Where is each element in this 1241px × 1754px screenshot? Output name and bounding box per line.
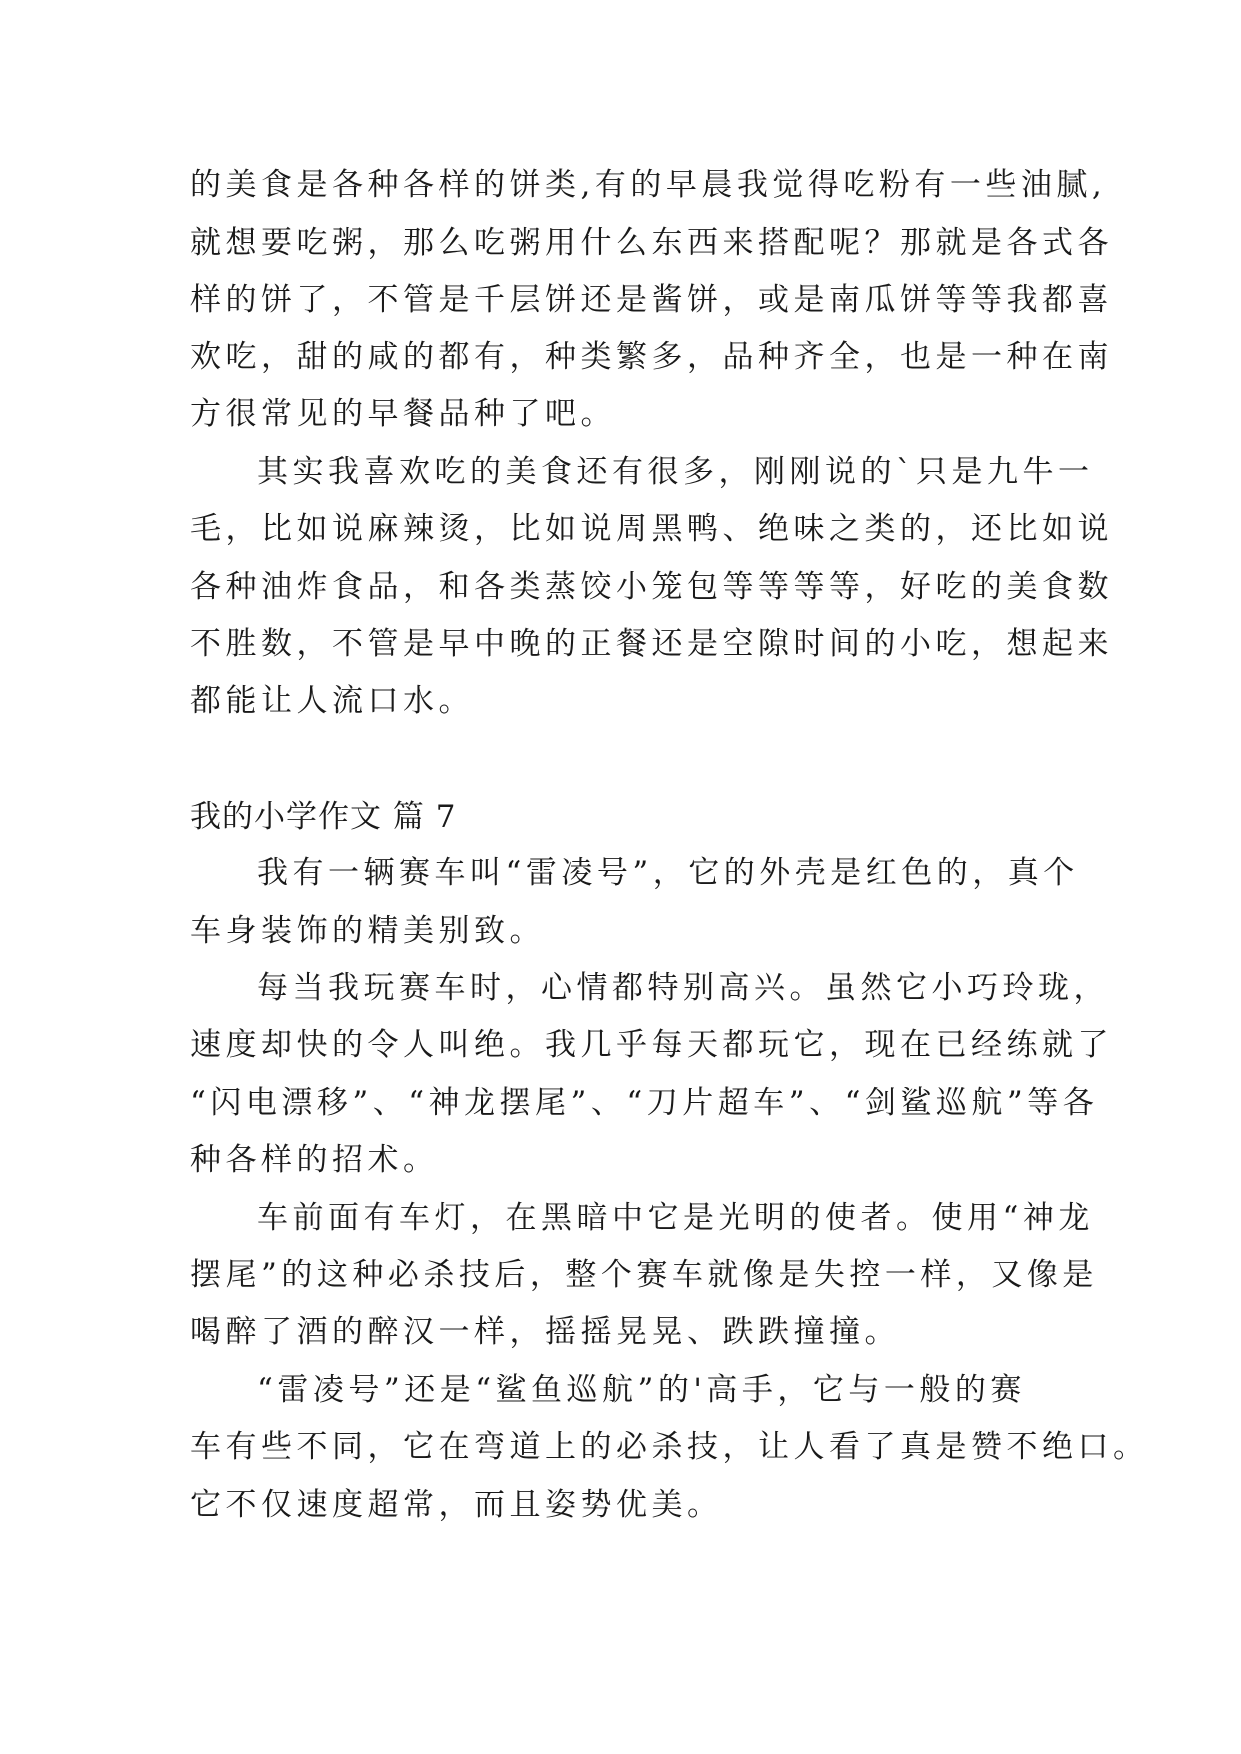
paragraph-line: “雷凌号”还是“鲨鱼巡航”的'高手，它与一般的赛 [257, 1372, 1026, 1408]
paragraph-line: 各种油炸食品，和各类蒸饺小笼包等等等等，好吃的美食数 [190, 569, 1113, 605]
paragraph-line: 喝醉了酒的醉汉一样，摇摇晃晃、跌跌撞撞。 [190, 1314, 900, 1350]
paragraph-line: 其实我喜欢吃的美食还有很多，刚刚说的`只是九牛一 [257, 454, 1094, 490]
paragraph-line: 车前面有车灯，在黑暗中它是光明的使者。使用“神龙 [257, 1200, 1094, 1236]
paragraph-line: 的美食是各种各样的饼类,有的早晨我觉得吃粉有一些油腻, [190, 167, 1107, 203]
paragraph-line: 种各样的招术。 [190, 1142, 439, 1178]
paragraph-line: 样的饼了，不管是千层饼还是酱饼，或是南瓜饼等等我都喜 [190, 282, 1113, 318]
paragraph-line: 它不仅速度超常，而且姿势优美。 [190, 1487, 723, 1523]
paragraph-line: 车身装饰的精美别致。 [190, 913, 545, 949]
paragraph-line: 速度却快的令人叫绝。我几乎每天都玩它，现在已经练就了 [190, 1027, 1113, 1063]
paragraph-line: 车有些不同，它在弯道上的必杀技，让人看了真是赞不绝口。 [190, 1429, 1149, 1465]
paragraph-line: 就想要吃粥，那么吃粥用什么东西来搭配呢？那就是各式各 [190, 225, 1113, 261]
section-heading: 我的小学作文 篇 7 [190, 799, 457, 835]
paragraph-line: “闪电漂移”、“神龙摆尾”、“刀片超车”、“剑鲨巡航”等各 [190, 1085, 1099, 1121]
paragraph-line: 我有一辆赛车叫“雷凌号”，它的外壳是红色的，真个 [257, 855, 1079, 891]
paragraph-line: 每当我玩赛车时，心情都特别高兴。虽然它小巧玲珑， [257, 970, 1109, 1006]
paragraph-line: 都能让人流口水。 [190, 683, 474, 719]
paragraph-line: 欢吃，甜的咸的都有，种类繁多，品种齐全，也是一种在南 [190, 339, 1113, 375]
paragraph-line: 方很常见的早餐品种了吧。 [190, 396, 616, 432]
paragraph-line: 不胜数，不管是早中晚的正餐还是空隙时间的小吃，想起来 [190, 626, 1113, 662]
paragraph-line: 摆尾”的这种必杀技后，整个赛车就像是失控一样，又像是 [190, 1257, 1098, 1293]
paragraph-line: 毛，比如说麻辣烫，比如说周黑鸭、绝味之类的，还比如说 [190, 511, 1113, 547]
